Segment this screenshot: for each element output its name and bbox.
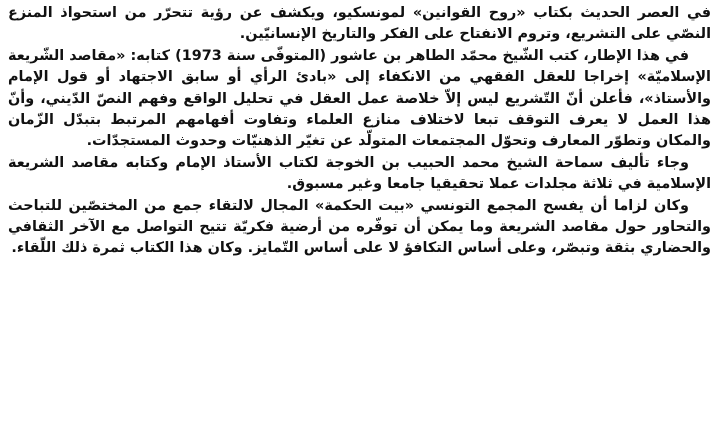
document-page bbox=[8, 3, 711, 260]
paragraph-ibn-al-khuja: وجاء تأليف سماحة الشيخ محمد الحبيب بن الخوجة لكتاب الأستاذ الإمام وكتابه مقاصد الشريعة الإسلامية في ثلاثة مجلدات عملا تحقيقيا جامعا وغير مسبوق. bbox=[8, 154, 711, 193]
paragraph-ibn-ashur: في هذا الإطار، كتب الشّيخ محمّد الطاهر بن عاشور (المتوفّى سنة 1973) كتابه: «مقاصد الشّريعة الإسلاميّة» إخراجا للعقل الفقهي من الانكفاء إلى «بادئ الرأي أو سابق الاجتهاد أو قول الإمام والأستاذ»، فأعلن أنّ التّشريع ليس إلاّ خلاصة عمل العقل في تحليل الواقع وفهم النصّ الدّيني، وأنّ هذا العمل لا يعرف التوقف تبعا لاختلاف منازع العلماء وتفاوت أفهامهم المرتبط بتبدّل الزّمان والمكان وتطوّر المعارف وتحوّل المجتمعات المتولّد عن تغيّر الذهنيّات وحدوث المستجدّات. bbox=[8, 47, 711, 150]
paragraph-rawh-al-qawanin: في العصر الحديث بكتاب «روح القوانين» لمونسكيو، ويكشف عن رؤية تتحرّر من استحواذ المنزع النصّي على التشريع، وتروم الانفتاح على الفكر والتاريخ الإنسانيّين. bbox=[8, 5, 711, 43]
paragraph-bayt-al-hikma: وكان لزاما أن يفسح المجمع التونسي «بيت الحكمة» المجال لالتقاء جمع من المختصّين للتباحث والتحاور حول مقاصد الشريعة وما يمكن أن توفّره من أرضية فكريّة تتيح التواصل مع الآخر الثقافي والحضاري بثقة وتبصّر، وعلى أساس التكافؤ لا على أساس التّمايز. وكان هذا الكتاب ثمرة ذلك اللّقاء. bbox=[8, 197, 711, 257]
